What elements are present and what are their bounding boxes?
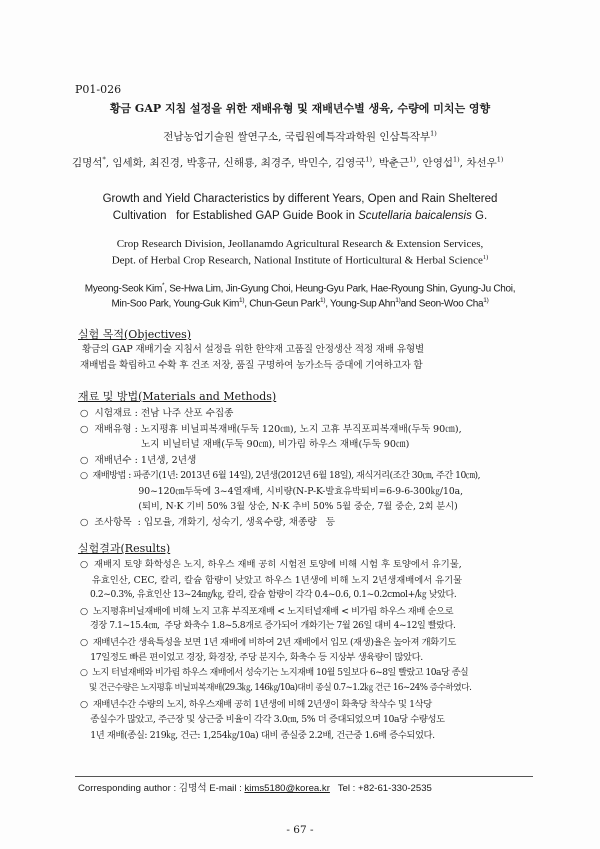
heading-ko: 재료 및 방법: [78, 390, 139, 403]
objectives-line: 황금의 GAP 재배기술 지침서 설정을 위한 한약재 고품질 안정생산 적정 재배 유형별: [82, 344, 424, 355]
author-sup: 1): [409, 155, 416, 164]
species-name: Scutellaria baicalensis: [358, 210, 472, 222]
author-sup: 1): [483, 297, 489, 304]
results-line: ○ 재배년수간 수량의 노지, 하우스재배 공히 1년생에 비해 2년생이 화축당 착삭수 및 1삭당: [80, 699, 432, 710]
affiliation-english-text: Dept. of Herbal Crop Research, National Institute of Horticultural & Herbal Science: [111, 254, 483, 267]
results-line: 유효인산, CEC, 칼리, 칼슘 함량이 낮았고 하우스 1년생에 비해 노지 2년생재배에서 유기물: [80, 575, 463, 586]
affiliation-korean: [0, 129, 600, 144]
corresponding-author: [78, 780, 432, 794]
author-sup: 1): [320, 297, 326, 304]
author-email-link[interactable]: kims5180@korea.kr: [244, 783, 330, 794]
heading-ko: 실험결과: [78, 542, 121, 555]
author-sup: 1): [496, 155, 504, 164]
authors-english-line1: [0, 282, 600, 294]
author-sup: 1): [395, 297, 401, 304]
author-english: , Chun-Geun Park: [244, 298, 321, 310]
methods-line: ○ 재배유형 : 노지평휴 비닐피복재배(두둑 120㎝), 노지 고휴 부직포피복재배(두둑 90㎝),: [80, 424, 462, 435]
author-korean: , 안영섭: [415, 157, 453, 169]
author-sup: *: [162, 282, 165, 289]
affiliation-sup: 1): [482, 254, 489, 261]
methods-line: 90~120㎝두둑에 3~4열재배, 시비량(N-P-K-발효유박퇴비=6-9-6-300㎏/10a,: [80, 486, 464, 497]
heading-en: (Results): [120, 542, 171, 555]
title-english-text: G.: [471, 210, 488, 222]
author-korean: , 임세화, 최진경, 박홍규, 신해룡, 최경주, 박민수, 김영국: [105, 157, 366, 169]
footer-label: Corresponding author : 김명석 E-mail :: [78, 783, 245, 794]
results-line: ○ 노지 터널재배와 비가림 하우스 재배에서 성숙기는 노지재배 10월 5일보다 6~8일 빨랐고 10a당 종실: [80, 668, 469, 678]
author-english: , Se-Hwa Lim, Jin-Gyung Choi, Heung-Gyu Park, Hae-Ryoung Shin, Gyung-Ju Choi,: [164, 283, 516, 295]
methods-line: ○ 시험재료 : 전남 나주 산포 수집종: [80, 408, 234, 419]
title-english-line2: [0, 210, 600, 222]
methods-line: ○ 재배년수 : 1년생, 2년생: [80, 455, 197, 466]
heading-en: (Objectives): [124, 328, 192, 341]
affiliation-english-line2: [0, 254, 600, 267]
objectives-line: 재배법을 확립하고 수확 후 건조 저장, 품질 구명하여 농가소득 증대에 기여하고자 함: [80, 360, 423, 371]
methods-line: (퇴비, N·K 기비 50% 3월 상순, N·K 추비 50% 5월 중순, 7월 중순, 2회 분시): [80, 501, 458, 512]
authors-korean: [72, 155, 503, 170]
author-korean: , 차선우: [459, 157, 497, 169]
results-line: 17일정도 빠른 편이었고 경장, 화경장, 주당 분지수, 화축수 등 지상부 생육량이 많았다.: [80, 652, 423, 663]
results-line: 및 건근수량은 노지평휴 비닐피복재배(29.3㎏, 146㎏/10a)대비 종실 0.7~1.2㎏ 건근 16~24% 증수하였다.: [80, 683, 472, 693]
methods-line: 노지 비닐터널 재배(두둑 90㎝), 비가림 하우스 재배(두둑 90㎝): [80, 439, 410, 450]
footer-tel: Tel : +82-61-330-2535: [329, 783, 432, 794]
author-english: , Young-Sup Ahn: [325, 298, 396, 310]
author-sup: *: [102, 155, 106, 164]
affiliation-sup: 1): [430, 129, 437, 138]
results-line: 종실수가 많았고, 주근장 및 상근중 비율이 각각 3.0㎝, 5% 더 증대되었으며 10a당 수량성도: [80, 714, 445, 725]
page-number: - 67 -: [286, 824, 314, 836]
author-english: and Seon-Woo Cha: [400, 298, 484, 310]
authors-english-line2: [0, 297, 600, 309]
title-english-line1: Growth and Yield Characteristics by different Years, Open and Rain Sheltered: [102, 193, 498, 205]
section-heading-methods: [78, 388, 276, 404]
author-korean: 김명석: [72, 157, 103, 169]
affiliation-english-line1: Crop Research Division, Jeollanamdo Agricultural Research & Extension Services,: [116, 238, 484, 250]
title-korean: 황금 GAP 지침 설정을 위한 재배유형 및 재배년수별 생육, 수량에 미치는 영향: [109, 102, 491, 115]
footer-divider: [75, 776, 533, 777]
methods-line: ○ 재배방법 : 파종기(1년: 2013년 6월 14일), 2년생(2012년 6월 18일), 재식거리(조간 30㎝, 주간 10㎝),: [80, 470, 481, 481]
methods-line: ○ 조사항목 : 입모율, 개화기, 성숙기, 생육수량, 채종량 등: [80, 517, 336, 528]
author-sup: 1): [365, 155, 373, 164]
author-english: Min-Soo Park, Young-Guk Kim: [111, 298, 240, 310]
author-korean: , 박춘근: [372, 157, 410, 169]
results-line: ○ 재배지 토양 화학성은 노지, 하우스 재배 공히 시험전 토양에 비해 시험 후 토양에서 유기물,: [80, 559, 462, 570]
section-heading-objectives: [78, 326, 191, 342]
author-english: Myeong-Seok Kim: [84, 283, 162, 295]
title-english-text: Cultivation for Established GAP Guide Book in: [112, 210, 359, 222]
heading-en: (Materials and Methods): [138, 390, 277, 403]
results-line: 0.2~0.3%, 유효인산 13~24㎎/㎏, 칼리, 칼슘 함량이 각각 0.4~0.6, 0.1~0.2cmol+/㎏ 낮았다.: [80, 590, 457, 600]
author-sup: 1): [452, 155, 460, 164]
affiliation-korean-text: 전남농업기술원 쌀연구소, 국립원예특작과학원 인삼특작부: [163, 131, 431, 143]
results-line: ○ 재배년수간 생육특성을 보면 1년 재배에 비하여 2년 재배에서 입모 (재생)율은 높아져 개화기도: [80, 637, 456, 648]
heading-ko: 실험 목적: [78, 328, 125, 341]
results-line: ○ 노지평휴비닐재배에 비해 노지 고휴 부직포재배 < 노지터널재배 < 비가림 하우스 재배 순으로: [80, 606, 454, 617]
results-line: 경장 7.1~15.4㎝, 주당 화축수 1.8~5.8개로 증가되어 개화기는 7월 26일 대비 4~12일 빨랐다.: [80, 621, 456, 631]
author-sup: 1): [239, 297, 245, 304]
abstract-code: P01-026: [75, 83, 122, 96]
results-line: 1년 재배(종실: 219㎏, 건근: 1,254㎏/10a) 대비 종실중 2.2배, 건근중 1.6배 증수되었다.: [80, 730, 435, 741]
section-heading-results: [78, 540, 170, 556]
